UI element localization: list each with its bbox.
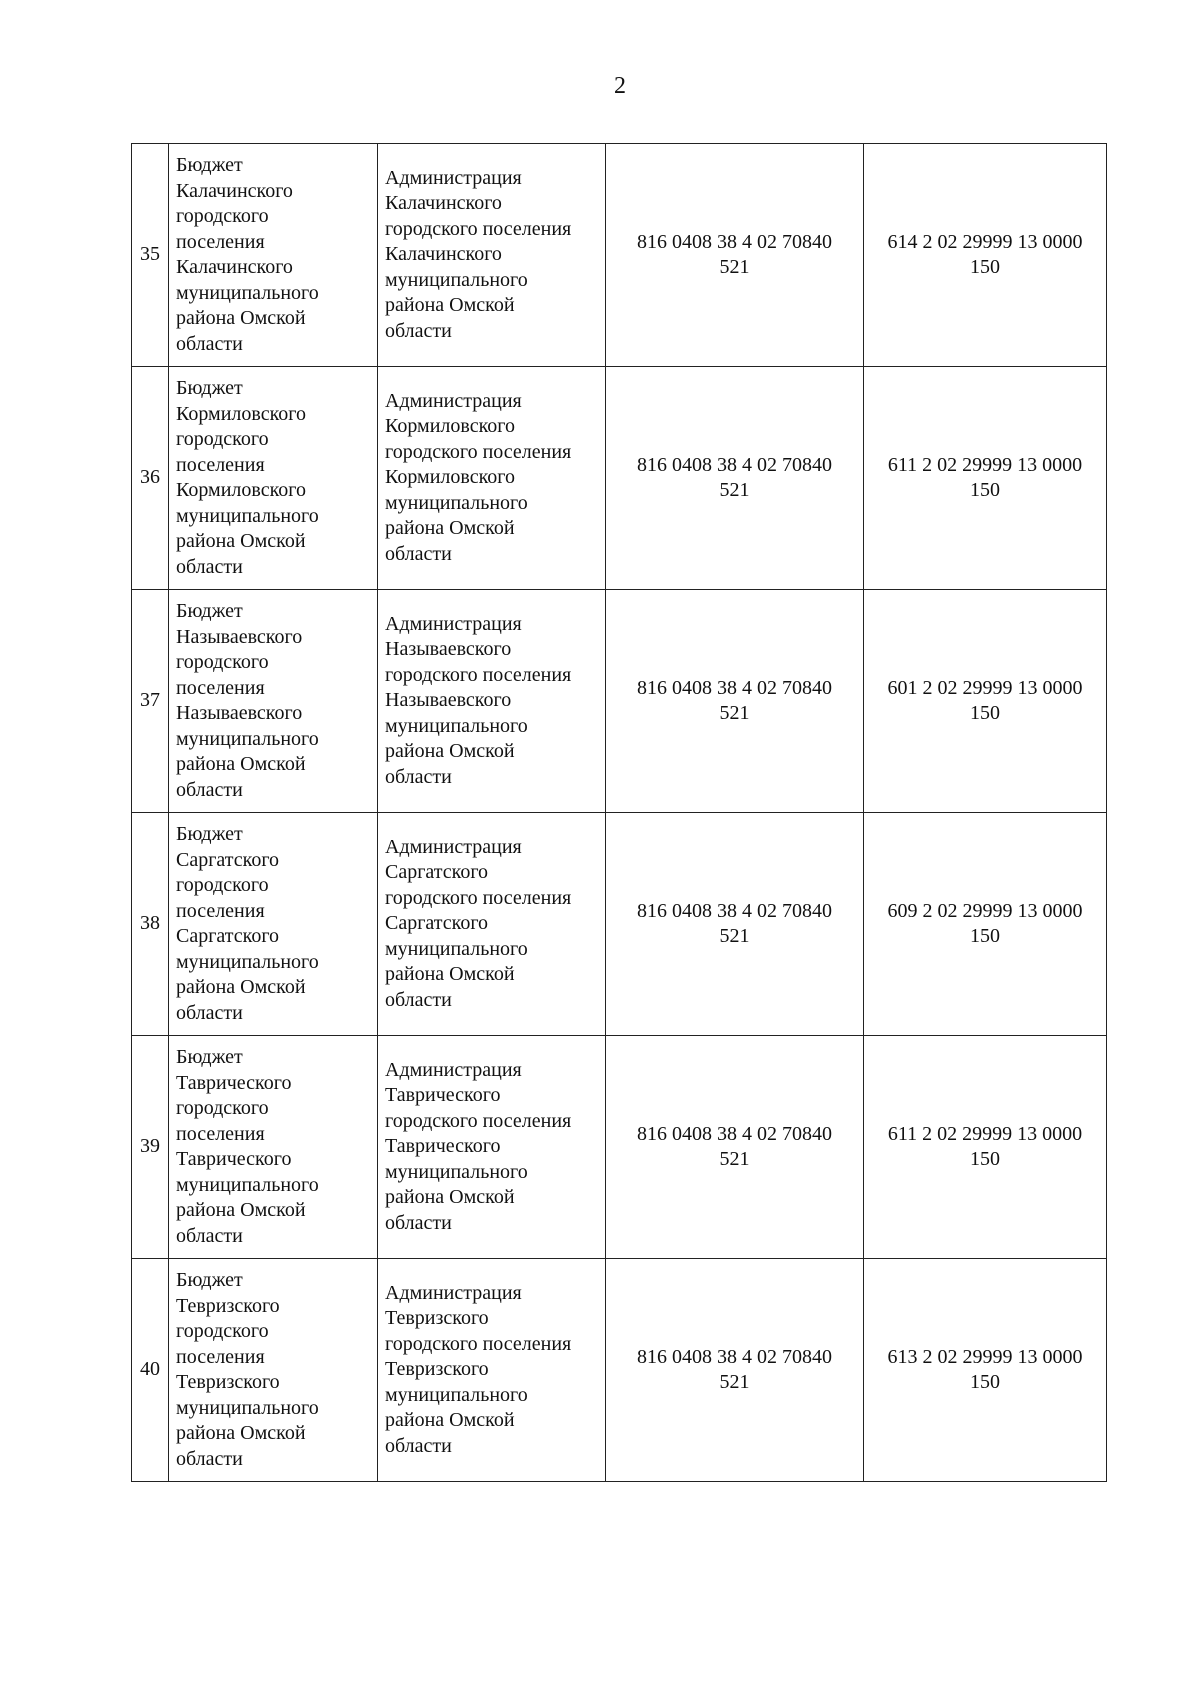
table-row xyxy=(132,1036,1107,1259)
administrator-cell xyxy=(378,590,606,813)
budget-name: Бюджет Саргатского городского поселения Саргатского муниципального района Омской области xyxy=(176,823,319,1024)
budget-table xyxy=(131,143,1107,1482)
administrator-name: Администрация Таврического городского поселения Таврического муниципального района Омской области xyxy=(385,1058,572,1234)
budget-name-cell xyxy=(169,1036,378,1259)
administrator-name: Администрация Называевского городского поселения Называевского муниципального района Омской области xyxy=(385,612,572,788)
row-number: 40 xyxy=(132,1259,169,1482)
administrator-name: Администрация Кормиловского городского поселения Кормиловского муниципального района Омской области xyxy=(385,389,572,565)
revenue-code-cell xyxy=(864,367,1107,590)
expense-code: 816 0408 38 4 02 70840 521 xyxy=(637,899,832,947)
budget-name: Бюджет Кормиловского городского поселения Кормиловского муниципального района Омской области xyxy=(176,377,319,578)
budget-name-cell xyxy=(169,590,378,813)
page-number: 2 xyxy=(614,73,626,99)
budget-name: Бюджет Калачинского городского поселения Калачинского муниципального района Омской области xyxy=(176,154,319,355)
administrator-cell xyxy=(378,144,606,367)
revenue-code-cell xyxy=(864,1036,1107,1259)
revenue-code-cell xyxy=(864,144,1107,367)
administrator-cell xyxy=(378,813,606,1036)
expense-code: 816 0408 38 4 02 70840 521 xyxy=(637,1122,832,1170)
table-row xyxy=(132,813,1107,1036)
expense-code-cell xyxy=(606,1259,864,1482)
expense-code-cell xyxy=(606,590,864,813)
revenue-code: 611 2 02 29999 13 0000 150 xyxy=(887,1122,1083,1170)
expense-code-cell xyxy=(606,367,864,590)
expense-code: 816 0408 38 4 02 70840 521 xyxy=(637,230,832,278)
table-row xyxy=(132,1259,1107,1482)
revenue-code: 611 2 02 29999 13 0000 150 xyxy=(887,453,1083,501)
row-number: 36 xyxy=(132,367,169,590)
budget-name-cell xyxy=(169,367,378,590)
administrator-cell xyxy=(378,1259,606,1482)
revenue-code: 613 2 02 29999 13 0000 150 xyxy=(887,1345,1083,1393)
revenue-code-cell xyxy=(864,590,1107,813)
row-number: 35 xyxy=(132,144,169,367)
expense-code: 816 0408 38 4 02 70840 521 xyxy=(637,676,832,724)
budget-name-cell xyxy=(169,813,378,1036)
revenue-code-cell xyxy=(864,813,1107,1036)
budget-name: Бюджет Таврического городского поселения Таврического муниципального района Омской области xyxy=(176,1046,319,1247)
administrator-name: Администрация Тевризского городского поселения Тевризского муниципального района Омской области xyxy=(385,1281,572,1457)
expense-code-cell xyxy=(606,1036,864,1259)
budget-name-cell xyxy=(169,144,378,367)
budget-name-cell xyxy=(169,1259,378,1482)
revenue-code: 614 2 02 29999 13 0000 150 xyxy=(887,230,1083,278)
table-row xyxy=(132,367,1107,590)
revenue-code-cell xyxy=(864,1259,1107,1482)
revenue-code: 601 2 02 29999 13 0000 150 xyxy=(887,676,1083,724)
administrator-cell xyxy=(378,1036,606,1259)
table-row xyxy=(132,590,1107,813)
row-number: 39 xyxy=(132,1036,169,1259)
row-number: 37 xyxy=(132,590,169,813)
expense-code: 816 0408 38 4 02 70840 521 xyxy=(637,1345,832,1393)
administrator-cell xyxy=(378,367,606,590)
expense-code-cell xyxy=(606,813,864,1036)
administrator-name: Администрация Калачинского городского поселения Калачинского муниципального района Омской области xyxy=(385,166,572,342)
revenue-code: 609 2 02 29999 13 0000 150 xyxy=(887,899,1083,947)
table-row xyxy=(132,144,1107,367)
administrator-name: Администрация Саргатского городского поселения Саргатского муниципального района Омской области xyxy=(385,835,572,1011)
budget-name: Бюджет Называевского городского поселения Называевского муниципального района Омской области xyxy=(176,600,319,801)
budget-name: Бюджет Тевризского городского поселения Тевризского муниципального района Омской области xyxy=(176,1269,319,1470)
row-number: 38 xyxy=(132,813,169,1036)
expense-code-cell xyxy=(606,144,864,367)
expense-code: 816 0408 38 4 02 70840 521 xyxy=(637,453,832,501)
